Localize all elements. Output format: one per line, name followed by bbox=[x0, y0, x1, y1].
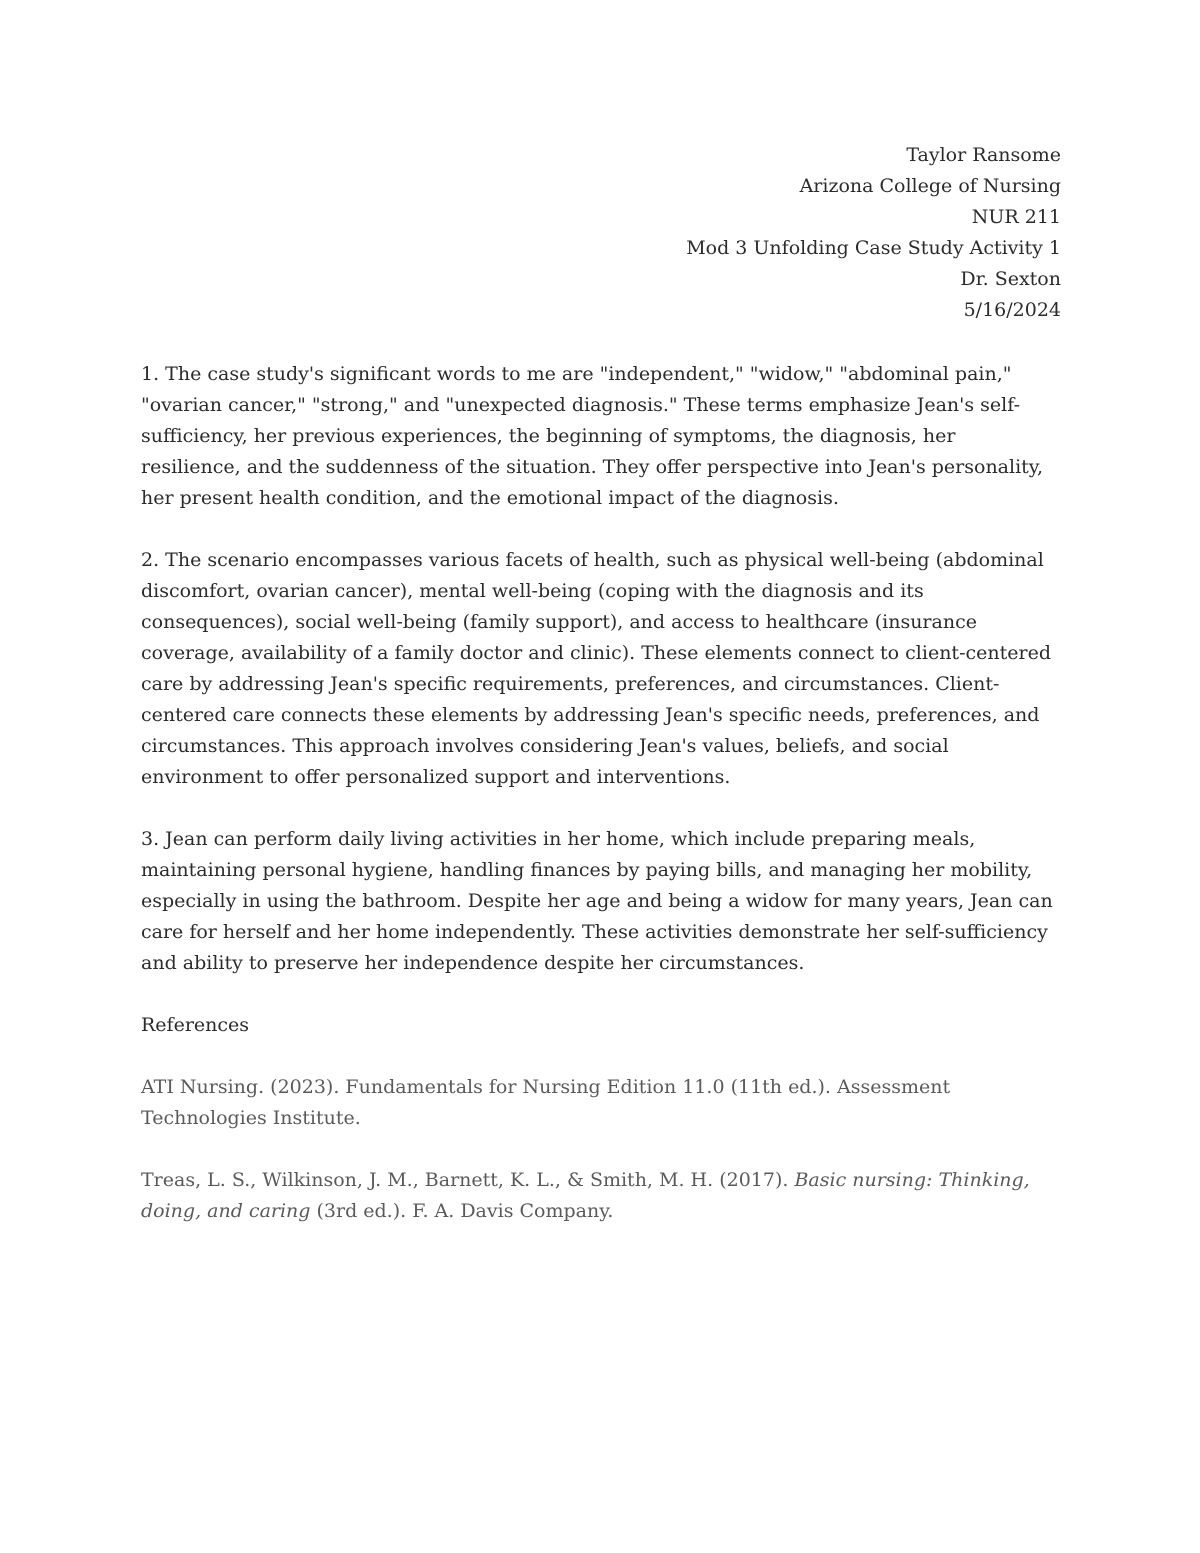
reference-treas-authors: Treas, L. S., Wilkinson, J. M., Barnett, K. L., & Smith, M. H. (2017). bbox=[141, 1169, 795, 1191]
answer-2: 2. The scenario encompasses various facets of health, such as physical well-being (abdominal discomfort, ovarian cancer), mental well-being (coping with the diagnosis and its consequences), social well-being (family support), and access to healthcare (insurance coverage, availability of a family doctor and clinic). These elements connect to client-centered care by addressing Jean's specific requirements, preferences, and circumstances. Client-centered care connects these elements by addressing Jean's specific needs, preferences, and circumstances. This approach involves considering Jean's values, beliefs, and social environment to offer personalized support and interventions. bbox=[141, 549, 1051, 788]
course-code: NUR 211 bbox=[971, 206, 1061, 228]
instructor-name: Dr. Sexton bbox=[960, 268, 1061, 290]
reference-treas bbox=[141, 1165, 1061, 1227]
reference-treas-title: Basic nursing: Thinking, doing, and caring bbox=[141, 1169, 1030, 1222]
reference-ati: ATI Nursing. (2023). Fundamentals for Nursing Edition 11.0 (11th ed.). Assessment Technologies Institute. bbox=[141, 1076, 951, 1129]
assignment-title: Mod 3 Unfolding Case Study Activity 1 bbox=[686, 237, 1061, 259]
school-name: Arizona College of Nursing bbox=[799, 175, 1061, 197]
document-body bbox=[141, 140, 1061, 1227]
header-block bbox=[141, 140, 1061, 326]
references-heading: References bbox=[141, 1014, 250, 1036]
answer-1: 1. The case study's significant words to me are "independent," "widow," "abdominal pain," "ovarian cancer," "strong," and "unexpected diagnosis." These terms emphasize Jean's self-sufficiency, her previous experiences, the beginning of symptoms, the diagnosis, her resilience, and the suddenness of the situation. They offer perspective into Jean's personality, her present health condition, and the emotional impact of the diagnosis. bbox=[141, 363, 1044, 509]
reference-treas-rest: (3rd ed.). F. A. Davis Company. bbox=[310, 1200, 614, 1222]
answer-3: 3. Jean can perform daily living activities in her home, which include preparing meals, maintaining personal hygiene, handling finances by paying bills, and managing her mobility, especially in using the bathroom. Despite her age and being a widow for many years, Jean can care for herself and her home independently. These activities demonstrate her self-sufficiency and ability to preserve her independence despite her circumstances. bbox=[141, 828, 1053, 974]
submission-date: 5/16/2024 bbox=[963, 299, 1061, 321]
author-name: Taylor Ransome bbox=[906, 144, 1061, 166]
